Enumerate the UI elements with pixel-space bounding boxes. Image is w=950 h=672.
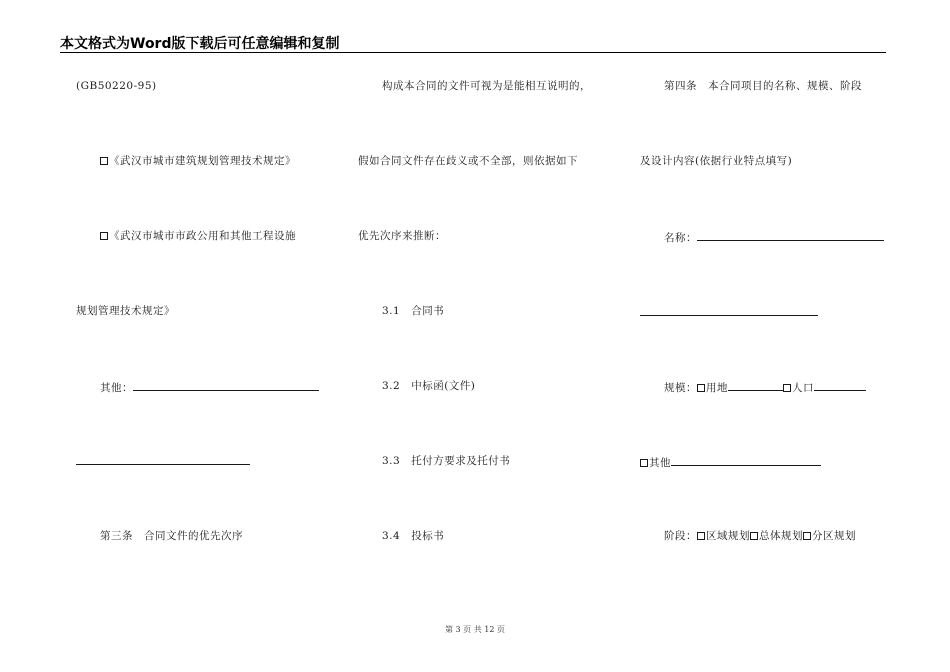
project-other-blank[interactable] (671, 454, 821, 466)
article-4-heading-continued: 及设计内容(依据行业特点填写) (640, 155, 793, 167)
document-header-title: 本文格式为Word版下载后可任意编辑和复制 (60, 36, 340, 52)
priority-item-text: 投标书 (411, 530, 445, 542)
checkbox[interactable] (783, 384, 791, 392)
article-4-heading: 第四条 本合同项目的名称、规模、阶段 (664, 80, 862, 92)
project-stage-label: 阶段： (664, 530, 697, 542)
regulation-item-2 (100, 229, 296, 243)
project-scale-label: 规模： (664, 382, 697, 394)
checkbox[interactable] (803, 532, 811, 540)
checkbox[interactable] (100, 157, 108, 165)
project-other-field (640, 454, 821, 470)
stage-master-label: 总体规划 (759, 530, 803, 542)
standard-code: (GB50220-95) (76, 80, 157, 92)
scale-population-label: 人口 (792, 382, 814, 394)
project-name-blank[interactable] (697, 229, 884, 241)
priority-item-text: 中标函(文件) (411, 380, 476, 392)
page-number-footer: 第 3 页 共 12 页 (445, 625, 505, 634)
priority-item (382, 529, 444, 543)
project-other-label: 其他 (649, 457, 671, 469)
other-regulation (100, 379, 319, 395)
priority-paragraph-line-1: 构成本合同的文件可视为是能相互说明的， (382, 80, 591, 92)
priority-item-text: 托付方要求及托付书 (411, 455, 511, 467)
regulation-item-1-label: 《武汉市城市建筑规划管理技术规定》 (109, 155, 296, 167)
priority-item-number: 3.3 (382, 455, 401, 467)
project-name-label: 名称： (664, 232, 697, 244)
article-3-heading: 第三条 合同文件的优先次序 (100, 530, 243, 542)
priority-item (382, 379, 475, 393)
priority-paragraph-line-3: 优先次序来推断： (358, 230, 446, 242)
stage-regional-label: 区域规划 (706, 530, 750, 542)
checkbox[interactable] (640, 459, 648, 467)
priority-item (382, 454, 510, 468)
scale-land-blank[interactable] (728, 379, 783, 391)
project-name-blank-2[interactable] (640, 315, 818, 316)
scale-population-blank[interactable] (814, 379, 866, 391)
checkbox[interactable] (697, 532, 705, 540)
scale-land-label: 用地 (706, 382, 728, 394)
checkbox[interactable] (100, 232, 108, 240)
checkbox[interactable] (697, 384, 705, 392)
checkbox[interactable] (750, 532, 758, 540)
priority-item (382, 304, 444, 318)
regulation-item-2-continued: 规划管理技术规定》 (76, 305, 175, 317)
priority-item-number: 3.4 (382, 530, 401, 542)
priority-item-text: 合同书 (411, 305, 445, 317)
other-regulation-label: 其他： (100, 382, 133, 394)
priority-paragraph-line-2: 假如合同文件存在歧义或不全部，则依据如下 (358, 155, 578, 167)
project-name-field (664, 229, 884, 245)
regulation-item-2-label: 《武汉市城市市政公用和其他工程设施 (109, 230, 296, 242)
header-divider (60, 52, 886, 53)
priority-item-number: 3.2 (382, 380, 401, 392)
project-stage-field (664, 529, 856, 543)
stage-district-label: 分区规划 (812, 530, 856, 542)
project-scale-field (664, 379, 866, 395)
regulation-item-1 (100, 154, 296, 168)
other-regulation-blank-2[interactable] (76, 464, 250, 465)
priority-item-number: 3.1 (382, 305, 401, 317)
other-regulation-blank[interactable] (133, 379, 319, 391)
